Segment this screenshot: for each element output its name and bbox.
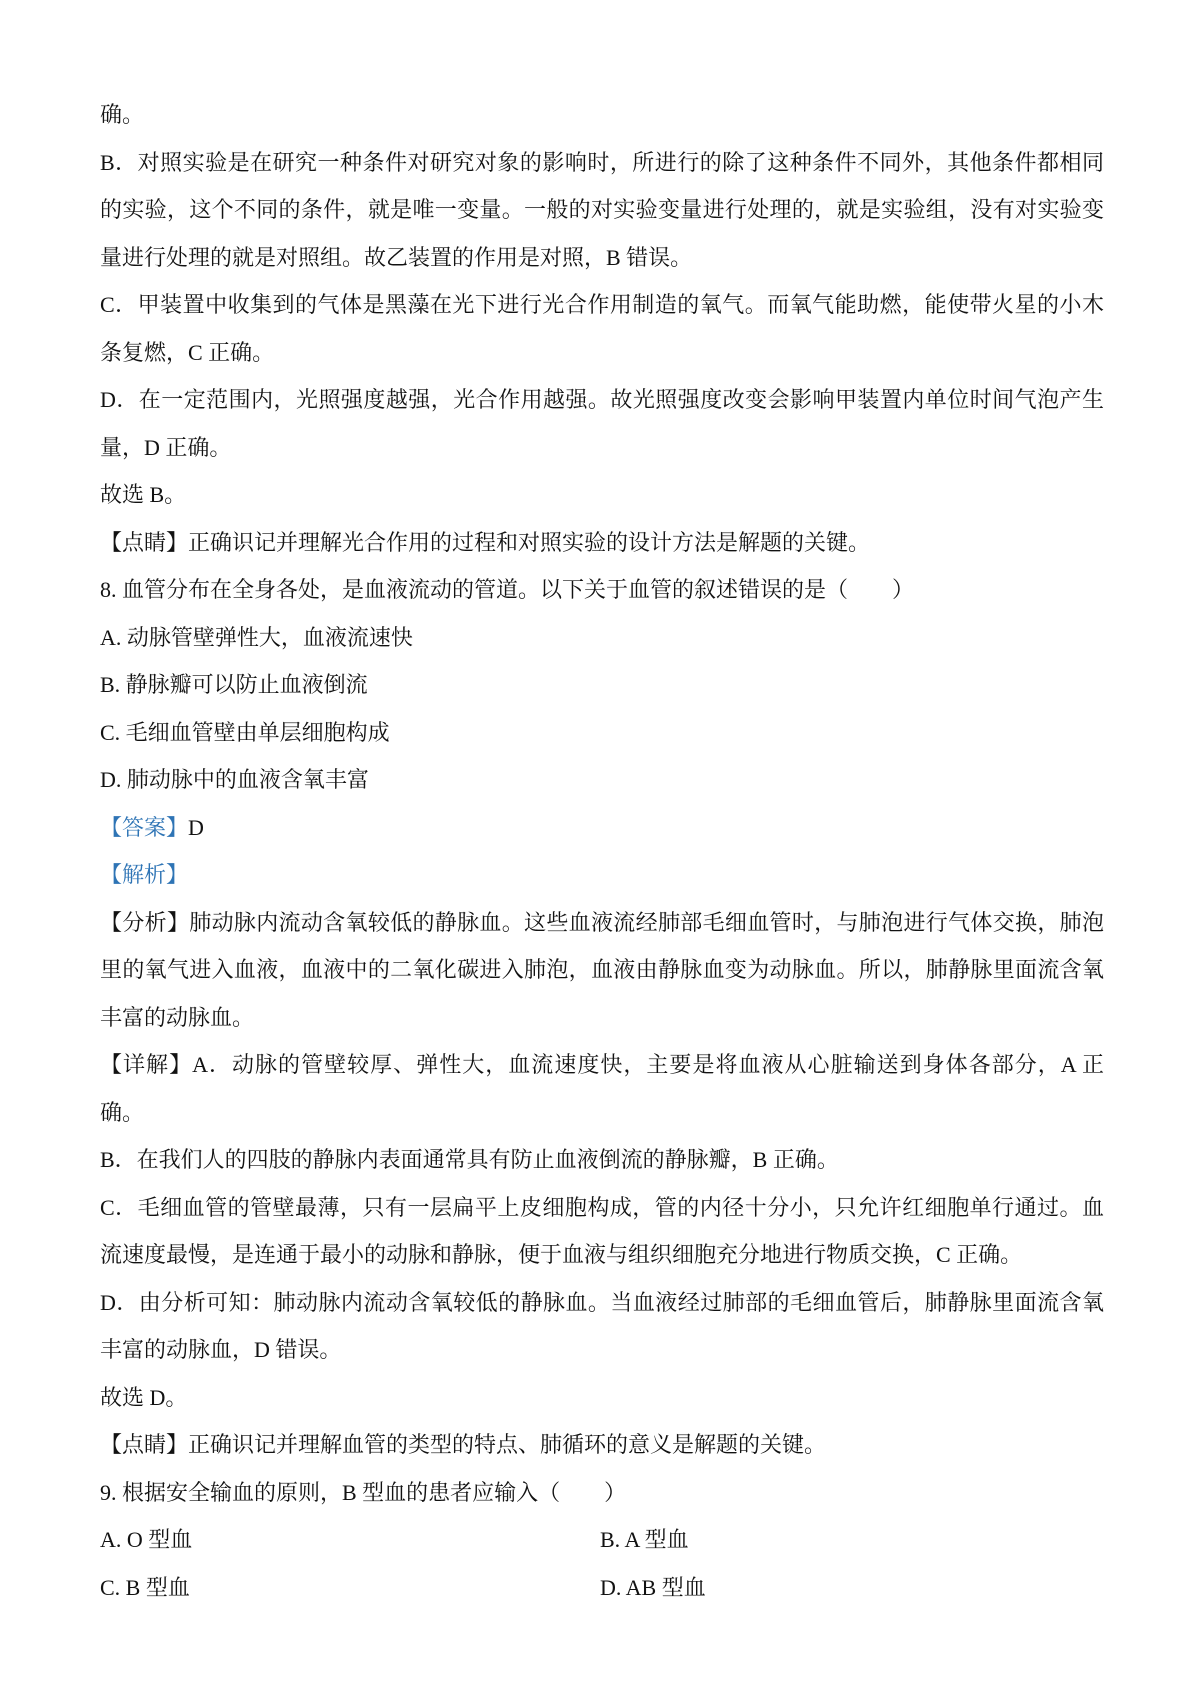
q9-stem: 9. 根据安全输血的原则，B 型血的患者应输入（ ） (100, 1479, 627, 1505)
q8-detail-b: B．在我们人的四肢的静脉内表面通常具有防止血液倒流的静脉瓣，B 正确。 (100, 1147, 839, 1172)
q8-option-a: A. 动脉管壁弹性大，血液流速快 (100, 624, 413, 650)
q7-conclusion: 故选 B。 (100, 482, 187, 507)
q8-option-d: D. 肺动脉中的血液含氧丰富 (100, 767, 369, 792)
q8-answer-line (100, 804, 1104, 852)
q8-analysis: 【分析】肺动脉内流动含氧较低的静脉血。这些血液流经肺部毛细血管时，与肺泡进行气体交换，肺泡里的氧气进入血液，血液中的二氧化碳进入肺泡，血液由静脉血变为动脉血。所以，肺静脉里面流含氧丰富的动脉血。 (100, 909, 1104, 1030)
q7-explanation-option-d: D．在一定范围内，光照强度越强，光合作用越强。故光照强度改变会影响甲装置内单位时间气泡产生量，D 正确。 (100, 387, 1104, 460)
q7-tip: 【点睛】正确识记并理解光合作用的过程和对照实验的设计方法是解题的关键。 (100, 529, 871, 555)
q8-analysis-label: 【解析】 (100, 862, 189, 887)
q8-answer-value: D (188, 814, 204, 840)
q9-option-d: D. AB 型血 (600, 1574, 706, 1600)
q8-detail-a: 【详解】A．动脉的管壁较厚、弹性大，血流速度快，主要是将血液从心脏输送到身体各部分，A 正确。 (100, 1052, 1104, 1125)
q8-option-c: C. 毛细血管壁由单层细胞构成 (100, 719, 390, 745)
q8-detail-d: D．由分析可知：肺动脉内流动含氧较低的静脉血。当血液经过肺部的毛细血管后，肺静脉里面流含氧丰富的动脉血，D 错误。 (100, 1289, 1104, 1362)
q9-options (100, 1516, 1104, 1611)
q7-explanation-option-c: C．甲装置中收集到的气体是黑藻在光下进行光合作用制造的氧气。而氧气能助燃，能使带火星的小木条复燃，C 正确。 (100, 292, 1104, 365)
q8-conclusion: 故选 D。 (100, 1384, 188, 1410)
q9-option-a: A. O 型血 (100, 1527, 193, 1552)
q8-stem: 8. 血管分布在全身各处，是血液流动的管道。以下关于血管的叙述错误的是（ ） (100, 577, 915, 602)
q8-detail-c: C．毛细血管的管壁最薄，只有一层扁平上皮细胞构成，管的内径十分小，只允许红细胞单行通过。血流速度最慢，是连通于最小的动脉和静脉，便于血液与组织细胞充分地进行物质交换，C 正确。 (100, 1194, 1104, 1267)
q7-explanation-option-b: B．对照实验是在研究一种条件对研究对象的影响时，所进行的除了这种条件不同外，其他条件都相同的实验，这个不同的条件，就是唯一变量。一般的对实验变量进行处理的，就是实验组，没有对实验变量进行处理的就是对照组。故乙装置的作用是对照，B 错误。 (100, 149, 1104, 270)
q8-tip: 【点睛】正确识记并理解血管的类型的特点、肺循环的意义是解题的关键。 (100, 1432, 827, 1457)
q9-option-b: B. A 型血 (600, 1527, 689, 1552)
q8-answer-label: 【答案】 (100, 814, 189, 840)
q8-option-b: B. 静脉瓣可以防止血液倒流 (100, 672, 368, 697)
q9-option-c: C. B 型血 (100, 1574, 190, 1600)
q7-option-a-tail: 确。 (100, 102, 145, 127)
